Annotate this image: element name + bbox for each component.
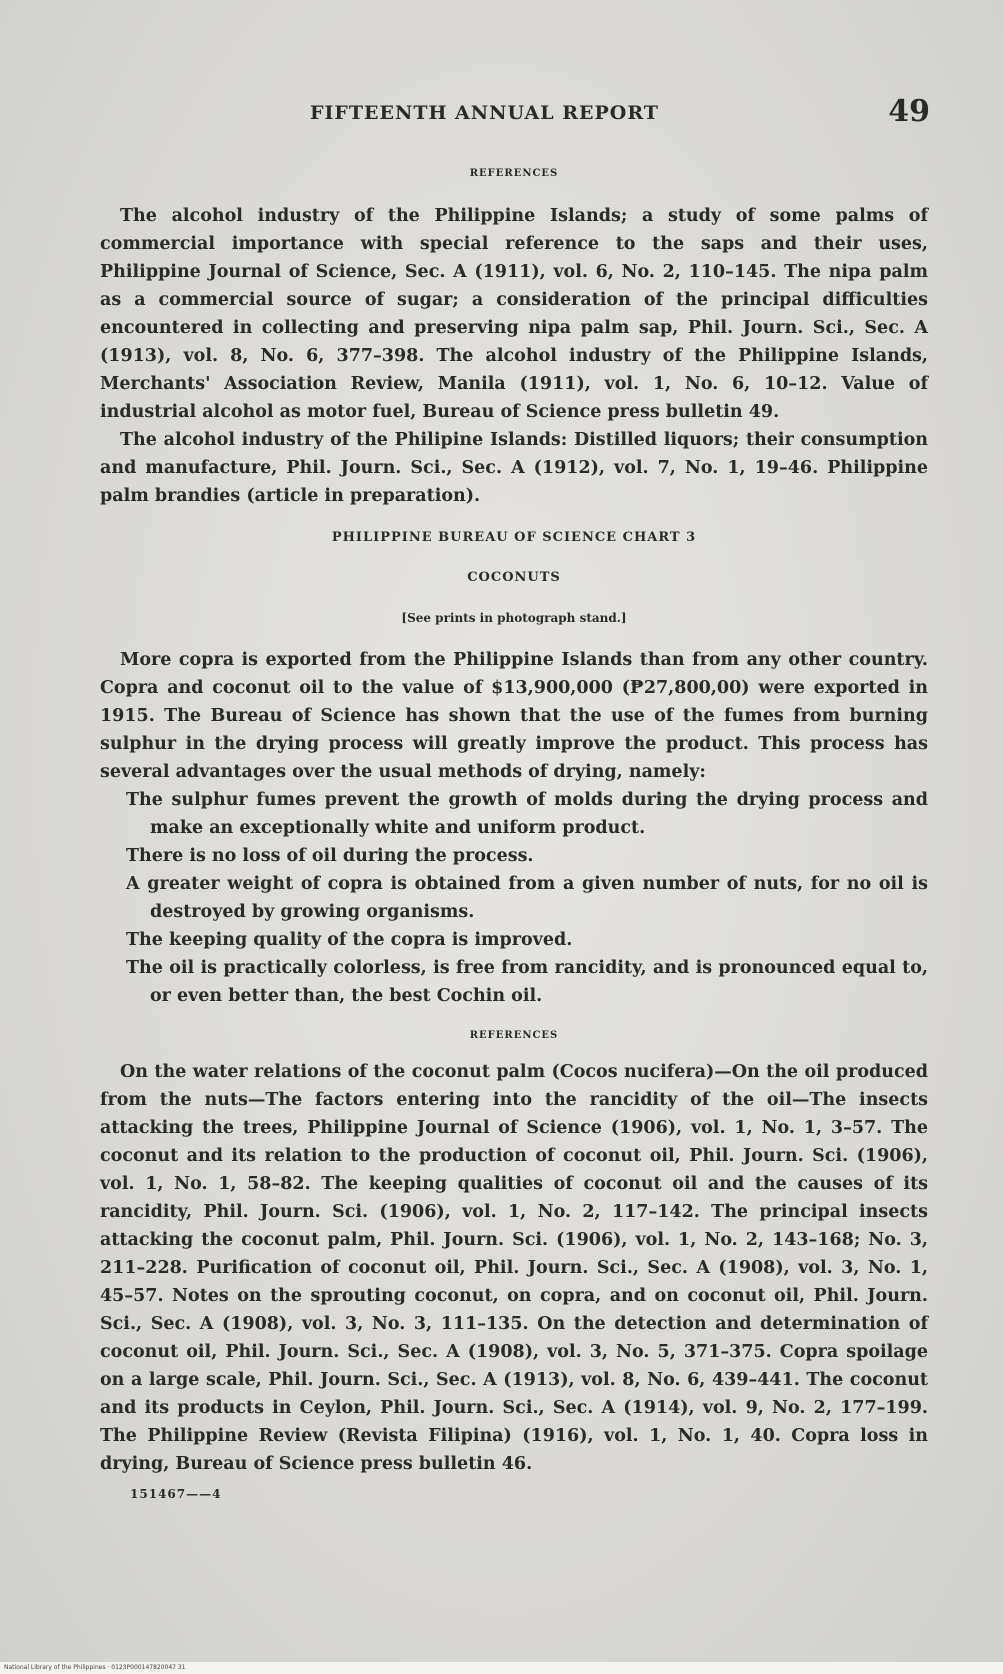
- chart-title: PHILIPPINE BUREAU OF SCIENCE CHART 3: [331, 530, 697, 545]
- references-heading-2: REFERENCES: [469, 1030, 559, 1041]
- references-paragraph-2: The alcohol industry of the Philipine Islands: Distilled liquors; their consumption and manufacture, Phil. Journ. Sci., Sec. A (1912), vol. 7, No. 1, 19–46. Philippine palm brandies (article in preparation).: [100, 430, 928, 506]
- references-paragraph-1: The alcohol industry of the Philippine Islands; a study of some palms of commercial importance with special reference to the saps and their uses, Philippine Journal of Science, Sec. A (1911), vol. 6, No. 2, 110–145. The nipa palm as a commercial source of sugar; a consideration of the principal difficulties encountered in collecting and preserving nipa palm sap, Phil. Journ. Sci., Sec. A (1913), vol. 8, No. 6, 377–398. The alcohol industry of the Philippine Islands, Merchants' Association Review, Manila (1911), vol. 1, No. 6, 10–12. Value of industrial alcohol as motor fuel, Bureau of Science press bulletin 49.: [100, 206, 928, 422]
- references-paragraph-3: On the water relations of the coconut palm (Cocos nucifera)—On the oil produced from the nuts—The factors entering into the rancidity of the oil—The insects attacking the trees, Philippine Journal of Science (1906), vol. 1, No. 1, 3–57. The coconut and its relation to the production of coconut oil, Phil. Journ. Sci. (1906), vol. 1, No. 1, 58–82. The keeping qualities of coconut oil and the causes of its rancidity, Phil. Journ. Sci. (1906), vol. 1, No. 2, 117–142. The principal insects attacking the coconut palm, Phil. Journ. Sci. (1906), vol. 1, No. 2, 143–168; No. 3, 211–228. Purification of coconut oil, Phil. Journ. Sci., Sec. A (1908), vol. 3, No. 1, 45–57. Notes on the sprouting coconut, on copra, and on coconut oil, Phil. Journ. Sci., Sec. A (1908), vol. 3, No. 3, 111–135. On the detection and determination of coconut oil, Phil. Journ. Sci., Sec. A (1908), vol. 3, No. 5, 371–375. Copra spoilage on a large scale, Phil. Journ. Sci., Sec. A (1913), vol. 8, No. 6, 439–441. The coconut and its products in Ceylon, Phil. Journ. Sci., Sec. A (1914), vol. 9, No. 2, 177–199. The Philippine Review (Revista Filipina) (1916), vol. 1, No. 1, 40. Copra loss in drying, Bureau of Science press bulletin 46.: [100, 1062, 928, 1474]
- list-item: The keeping quality of the copra is improved.: [126, 930, 573, 950]
- running-title: FIFTEENTH ANNUAL REPORT: [310, 102, 659, 124]
- advantages-list: [100, 786, 928, 1010]
- body-text: [100, 160, 928, 1508]
- scan-source-strip: National Library of the Philippines · 0123P000147820047 31: [0, 1662, 1003, 1674]
- references-heading-1: REFERENCES: [469, 168, 559, 179]
- chart-subject: COCONUTS: [467, 570, 561, 585]
- list-item: There is no loss of oil during the process.: [126, 846, 534, 866]
- list-item: The sulphur fumes prevent the growth of molds during the drying process and make an exceptionally white and uniform product.: [126, 790, 928, 838]
- list-item: The oil is practically colorless, is free from rancidity, and is pronounced equal to, or even better than, the best Cochin oil.: [126, 958, 928, 1006]
- chart-note: [See prints in photograph stand.]: [401, 611, 627, 625]
- signature-code: 151467——4: [130, 1487, 222, 1501]
- chart-intro: More copra is exported from the Philippine Islands than from any other country. Copra and coconut oil to the value of $13,900,000 (₱27,800,00) were exported in 1915. The Bureau of Science has shown that the use of the fumes from burning sulphur in the drying process will greatly improve the product. This process has several advantages over the usual methods of drying, namely:: [100, 650, 928, 782]
- list-item: A greater weight of copra is obtained from a given number of nuts, for no oil is destroyed by growing organisms.: [126, 874, 928, 922]
- page-header: [110, 94, 930, 140]
- page-number: 49: [888, 94, 930, 129]
